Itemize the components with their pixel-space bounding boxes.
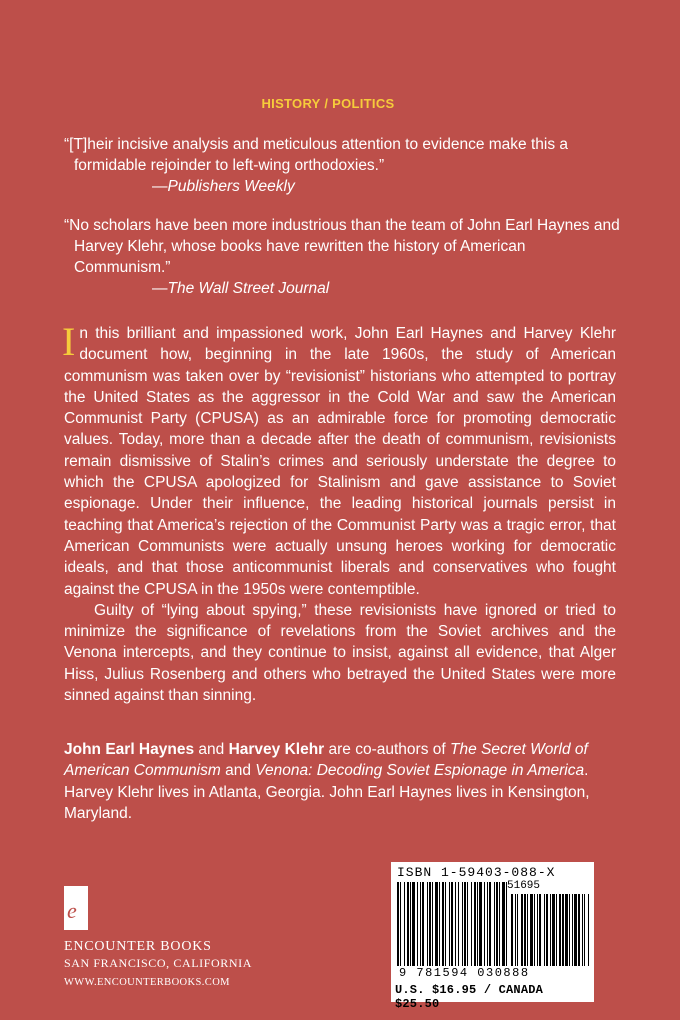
description-paragraph: Guilty of “lying about spying,” these revisionists have ignored or tried to minimize the significance of revelations from the Soviet archives and the Venona intercepts, and they continue to insist, against all evidence, that Alger Hiss, Julius Rosenberg and others who betrayed the United States were more sinned against than sinning. <box>64 601 616 705</box>
category-label: HISTORY / POLITICS <box>261 96 395 111</box>
bio-text: are co-authors of <box>324 741 450 758</box>
bio-text: and <box>220 762 256 780</box>
description-paragraph <box>62 319 616 600</box>
quote-source-name: Publishers Weekly <box>167 178 295 195</box>
author-bio <box>64 739 624 824</box>
book-title: The Secret World of American Communism <box>64 741 588 780</box>
isbn-text: ISBN 1-59403-088-X <box>397 865 556 880</box>
book-title: Venona: Decoding Soviet Espionage in America <box>255 762 585 780</box>
author-name: John Earl Haynes <box>64 741 195 758</box>
quote-text: “[T]heir incisive analysis and meticulous attention to evidence make this a formidable rejoinder to left-wing orthodoxies.” <box>64 136 568 174</box>
bio-text: . Harvey Klehr lives in Atlanta, Georgia. John Earl Haynes lives in Kensington, Maryland. <box>64 762 590 822</box>
book-description <box>62 319 616 706</box>
quote-dash: — <box>152 280 168 297</box>
publisher-block <box>64 886 284 991</box>
barcode-bars <box>397 882 589 966</box>
logo-letter: e <box>67 898 77 923</box>
review-quote <box>64 134 624 197</box>
bio-text: and <box>194 741 229 758</box>
barcode-digits: 9 781594 030888 <box>399 966 530 980</box>
paragraph-text: n this brilliant and impassioned work, John Earl Haynes and Harvey Klehr document how, beginning in the late 1960s, the study of American communism was taken over by “revisionist” historians who attempted to portray the United States as the aggressor in the Cold War and saw the American Communist Party (CPUSA) as an admirable force for promoting democratic values. Today, more than a decade after the death of communism, revisionists remain dismissive of Stalin’s crimes and seriously understate the degree to which the CPUSA apologized for Stalinism and gave assistance to Soviet espionage. Under their influence, the leading historical journals persist in teaching that America’s rejection of the Communist Party was a tragic error, that American Communists were actually unsung heroes working for democratic ideals, and that those anticommunist liberals and conservatives who fought against the CPUSA in the 1950s were contemptible. <box>64 325 616 598</box>
review-quote <box>64 215 624 299</box>
quote-dash: — <box>152 178 168 195</box>
author-name: Harvey Klehr <box>228 741 325 758</box>
publisher-city: SAN FRANCISCO, CALIFORNIA <box>64 956 253 970</box>
publisher-url: WWW.ENCOUNTERBOOKS.COM <box>64 977 230 988</box>
quote-source-name: The Wall Street Journal <box>167 280 330 297</box>
publisher-logo <box>64 886 88 930</box>
drop-cap: I <box>62 319 76 364</box>
quote-source <box>64 176 624 197</box>
barcode-addon: 51695 <box>507 880 541 892</box>
price-text: U.S. $16.95 / CANADA $25.50 <box>395 983 544 1011</box>
publisher-name: ENCOUNTER BOOKS <box>64 939 212 954</box>
isbn-barcode <box>391 862 594 1011</box>
quote-source <box>64 278 624 299</box>
quote-text: “No scholars have been more industrious than the team of John Earl Haynes and Harvey Klehr, whose books have rewritten the history of American Communism.” <box>64 217 620 276</box>
